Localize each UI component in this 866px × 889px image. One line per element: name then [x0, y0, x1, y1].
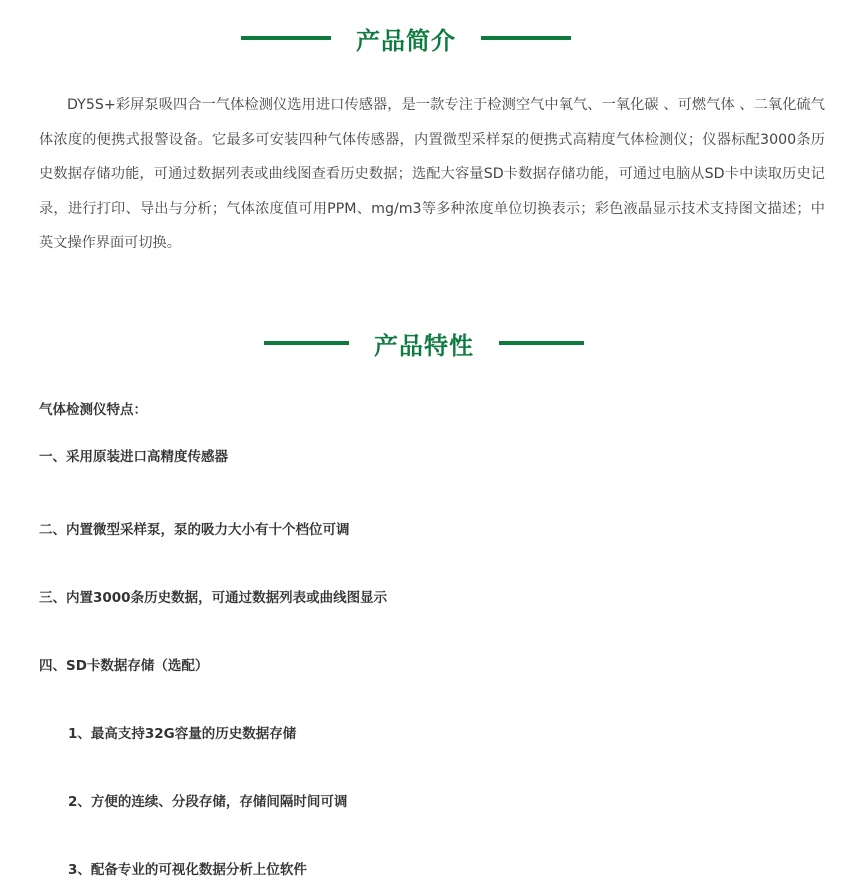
- feature-item-3: 三、内置3000条历史数据，可通过数据列表或曲线图显示: [39, 590, 388, 606]
- features-heading: 产品特性: [374, 331, 474, 360]
- right-decorative-rule: [499, 341, 584, 345]
- intro-heading: 产品简介: [356, 26, 456, 55]
- right-decorative-rule: [481, 36, 571, 40]
- feature-sub-item-2: 2、方便的连续、分段存储，存储间隔时间可调: [68, 794, 348, 810]
- left-decorative-rule: [264, 341, 349, 345]
- feature-item-2: 二、内置微型采样泵，泵的吸力大小有十个档位可调: [39, 522, 350, 538]
- feature-item-4: 四、SD卡数据存储（选配）: [39, 658, 209, 674]
- intro-section-header: [241, 18, 571, 58]
- intro-paragraph: DY5S+彩屏泵吸四合一气体检测仪选用进口传感器，是一款专注于检测空气中氧气、一氧化碳 、可燃气体 、二氧化硫气体浓度的便携式报警设备。它最多可安装四种气体传感器，内置微型采样泵的便携式高精度气体检测仪；仪器标配3000条历史数据存储功能，可通过数据列表或曲线图查看历史数据；选配大容量SD卡数据存储功能，可通过电脑从SD卡中读取历史记录，进行打印、导出与分析；气体浓度值可用PPM、mg/m3等多种浓度单位切换表示；彩色液晶显示技术支持图文描述；中英文操作界面可切换。: [39, 97, 825, 251]
- feature-sub-item-1: 1、最高支持32G容量的历史数据存储: [68, 726, 297, 742]
- feature-item-1: 一、采用原装进口高精度传感器: [39, 449, 228, 465]
- features-subtitle: 气体检测仪特点：: [39, 402, 147, 418]
- features-section-header: [264, 323, 584, 363]
- feature-sub-item-3: 3、配备专业的可视化数据分析上位软件: [68, 862, 307, 878]
- left-decorative-rule: [241, 36, 331, 40]
